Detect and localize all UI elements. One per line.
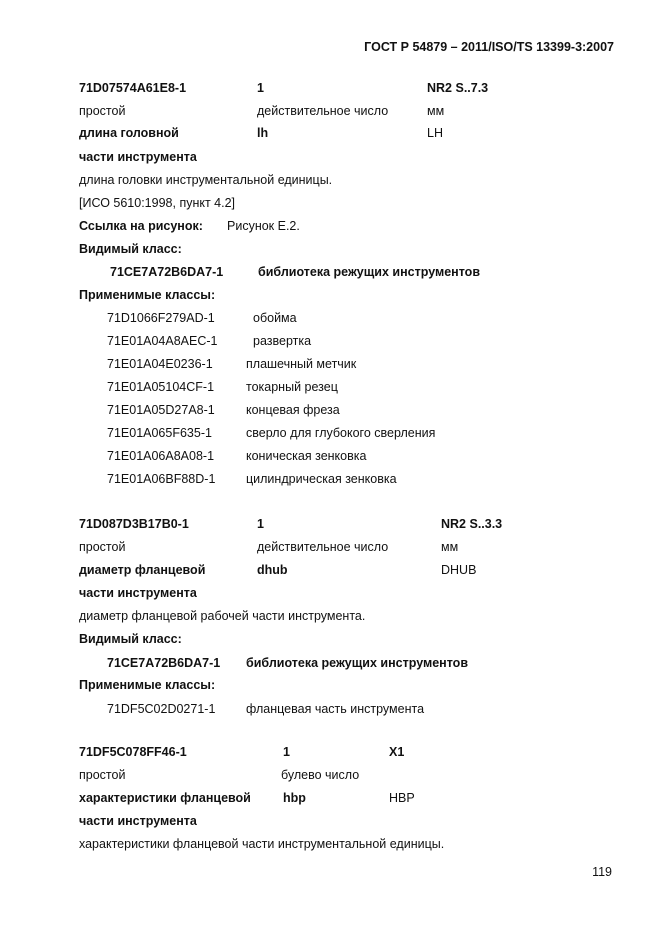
applicable-class-id: 71D1066F279AD-1 [107,311,215,325]
entry3-name-line2: части инструмента [79,814,197,828]
entry2-unit: мм [441,540,459,554]
entry3-datatype: булево число [281,768,360,782]
applicable-class-id: 71E01A06BF88D-1 [107,472,216,486]
entry3-definition: характеристики фланцевой части инструментальной единицы. [79,837,445,851]
entry3-id: 71DF5C078FF46-1 [79,745,187,759]
entry1-datatype: действительное число [257,104,389,118]
entry2-datatype: действительное число [257,540,389,554]
entry2-symbol: dhub [257,563,288,577]
applicable-class-name: обойма [253,311,297,325]
applicable-class-id: 71E01A04E0236-1 [107,357,213,371]
entry2-visible-class-label: Видимый класс: [79,632,182,646]
applicable-class-name: концевая фреза [246,403,340,417]
entry1-definition: длина головки инструментальной единицы. [79,173,333,187]
entry1-id: 71D07574A61E8-1 [79,81,187,95]
entry2-type: простой [79,540,126,554]
entry2-visible-class-id: 71CE7A72B6DA7-1 [107,656,221,670]
applicable-class-name: цилиндрическая зенковка [246,472,397,486]
entry2-version: 1 [257,517,264,531]
entry2-definition: диаметр фланцевой рабочей части инструмента. [79,609,366,623]
applicable-class-name: плашечный метчик [246,357,357,371]
entry1-visible-class-id: 71CE7A72B6DA7-1 [110,265,224,279]
entry1-source: [ИСО 5610:1998, пункт 4.2] [79,196,236,210]
entry1-figure-label: Ссылка на рисунок: [79,219,203,233]
entry2-name-line2: части инструмента [79,586,197,600]
applicable-class-id: 71DF5C02D0271-1 [107,702,216,716]
entry2-code: DHUB [441,563,477,577]
entry3-ref: X1 [389,745,405,759]
applicable-class-id: 71E01A04A8AEC-1 [107,334,218,348]
applicable-class-id: 71E01A06A8A08-1 [107,449,215,463]
applicable-class-id: 71E01A05104CF-1 [107,380,215,394]
entry3-name-line1: характеристики фланцевой [79,791,251,805]
entry1-applicable-label: Применимые классы: [79,288,216,302]
entry3-symbol: hbp [283,791,306,805]
applicable-class-id: 71E01A065F635-1 [107,426,212,440]
applicable-class-name: токарный резец [246,380,338,394]
page-header: ГОСТ Р 54879 – 2011/ISO/TS 13399-3:2007 [364,40,614,54]
entry2-applicable-label: Применимые классы: [79,678,216,692]
entry2-name-line1: диаметр фланцевой [79,563,206,577]
entry1-version: 1 [257,81,264,95]
entry1-visible-class-name: библиотека режущих инструментов [258,265,481,279]
entry1-code: LH [427,126,443,140]
entry1-symbol: lh [257,126,269,140]
entry1-name-line2: части инструмента [79,150,197,164]
entry1-ref: NR2 S..7.3 [427,81,489,95]
applicable-class-name: сверло для глубокого сверления [246,426,436,440]
applicable-class-name: коническая зенковка [246,449,367,463]
entry1-figure-value: Рисунок Е.2. [227,219,300,233]
applicable-class-id: 71E01A05D27A8-1 [107,403,215,417]
applicable-class-name: развертка [253,334,312,348]
entry3-version: 1 [283,745,290,759]
entry2-id: 71D087D3B17B0-1 [79,517,189,531]
entry1-name-line1: длина головной [79,126,179,140]
entry3-type: простой [79,768,126,782]
page-number: 119 [592,865,612,879]
entry1-type: простой [79,104,126,118]
entry2-ref: NR2 S..3.3 [441,517,503,531]
entry3-code: HBP [389,791,415,805]
entry1-visible-class-label: Видимый класс: [79,242,182,256]
applicable-class-name: фланцевая часть инструмента [246,702,425,716]
entry1-unit: мм [427,104,445,118]
entry2-visible-class-name: библиотека режущих инструментов [246,656,469,670]
